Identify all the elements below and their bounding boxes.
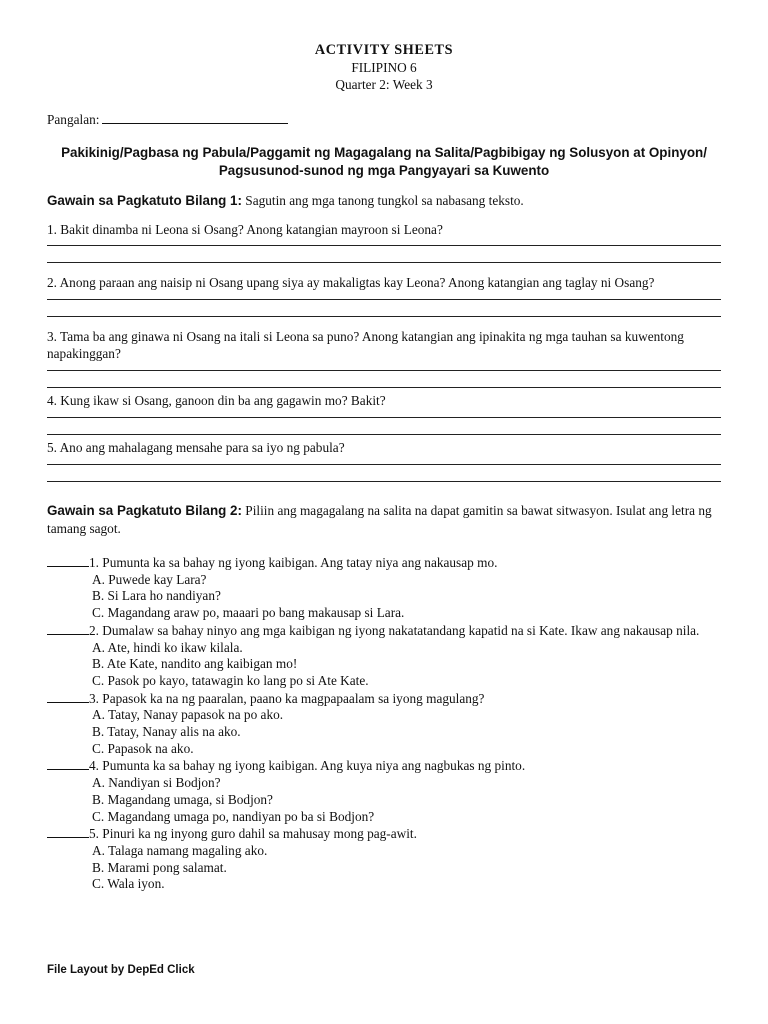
multiple-choice-item bbox=[47, 554, 721, 622]
item-text: 5. Pinuri ka ng inyong guro dahil sa mahusay mong pag-awit. bbox=[89, 826, 417, 842]
answer-blank[interactable] bbox=[47, 825, 89, 838]
choice-a: A. Ate, hindi ko ikaw kilala. bbox=[92, 639, 243, 655]
choice-c: C. Magandang umaga po, nandiyan po ba si Bodjon? bbox=[92, 808, 375, 824]
activity2-heading bbox=[47, 502, 721, 538]
multiple-choice-item bbox=[47, 690, 721, 758]
topic-heading bbox=[47, 144, 721, 180]
answer-line[interactable] bbox=[47, 465, 721, 482]
name-label: Pangalan: bbox=[47, 112, 100, 127]
choice-a: A. Talaga namang magaling ako. bbox=[92, 842, 268, 858]
choice-a: A. Nandiyan si Bodjon? bbox=[92, 775, 221, 791]
answer-blank[interactable] bbox=[47, 554, 89, 567]
choice-b: B. Magandang umaga, si Bodjon? bbox=[92, 791, 273, 807]
activity-sheet bbox=[47, 42, 721, 893]
item-text: 1. Pumunta ka sa bahay ng iyong kaibigan. Ang tatay niya ang nakausap mo. bbox=[89, 555, 498, 570]
choice-c: C. Pasok po kayo, tatawagin ko lang po si Ate Kate. bbox=[92, 672, 369, 688]
choice-a: A. Puwede kay Lara? bbox=[92, 571, 207, 587]
multiple-choice-item bbox=[47, 622, 721, 690]
choice-b: B. Si Lara ho nandiyan? bbox=[92, 588, 221, 604]
answer-line[interactable] bbox=[47, 246, 721, 263]
activity1-heading bbox=[47, 192, 721, 210]
multiple-choice-item bbox=[47, 825, 721, 893]
choice-c: C. Papasok na ako. bbox=[92, 740, 194, 756]
choice-c: C. Magandang araw po, maaari po bang makausap si Lara. bbox=[92, 605, 405, 621]
choice-b: B. Tatay, Nanay alis na ako. bbox=[92, 724, 241, 740]
answer-blank[interactable] bbox=[47, 622, 89, 635]
question-text: 5. Ano ang mahalagang mensahe para sa iyo ng pabula? bbox=[47, 440, 345, 455]
sheet-title: ACTIVITY SHEETS bbox=[314, 42, 454, 58]
name-blank[interactable] bbox=[102, 110, 288, 124]
activity2-items bbox=[47, 554, 721, 893]
question-text: 4. Kung ikaw si Osang, ganoon din ba ang gagawin mo? Bakit? bbox=[47, 393, 386, 408]
topic-line-1: Pakikinig/Pagbasa ng Pabula/Paggamit ng Magagalang na Salita/Pagbibigay ng Solusyon at Opinyon/ bbox=[61, 145, 707, 160]
sheet-subject: FILIPINO 6 bbox=[351, 60, 417, 75]
topic-line-2: Pagsusunod-sunod ng mga Pangyayari sa Kuwento bbox=[218, 163, 550, 178]
item-text: 2. Dumalaw sa bahay ninyo ang mga kaibigan ng iyong nakatatandang kapatid na si Kate. Ikaw ang nakausap nila. bbox=[89, 622, 700, 638]
item-text: 3. Papasok ka na ng paaralan, paano ka magpapaalam sa iyong magulang? bbox=[89, 690, 485, 706]
activity1-questions bbox=[47, 221, 721, 482]
sheet-period: Quarter 2: Week 3 bbox=[335, 77, 433, 92]
multiple-choice-item bbox=[47, 757, 721, 825]
choice-b: B. Ate Kate, nandito ang kaibigan mo! bbox=[92, 656, 298, 672]
question-block bbox=[47, 221, 721, 263]
sheet-header bbox=[47, 42, 721, 93]
answer-line[interactable] bbox=[47, 371, 721, 388]
footer-credit: File Layout by DepEd Click bbox=[47, 964, 195, 976]
answer-line[interactable] bbox=[47, 291, 721, 300]
question-text: 2. Anong paraan ang naisip ni Osang upang siya ay makaligtas kay Leona? Anong katangian ang taglay ni Osang? bbox=[47, 275, 655, 290]
choice-a: A. Tatay, Nanay papasok na po ako. bbox=[92, 707, 284, 723]
question-block bbox=[47, 392, 721, 435]
activity2-instruction: Piliin ang magagalang na salita na dapat gamitin sa bawat sitwasyon. Isulat ang letra ng tamang sagot. bbox=[47, 503, 712, 536]
answer-line[interactable] bbox=[47, 238, 721, 246]
question-block bbox=[47, 328, 721, 388]
activity1-label: Gawain sa Pagkatuto Bilang 1: bbox=[47, 193, 242, 208]
choice-b: B. Marami pong salamat. bbox=[92, 859, 227, 875]
question-text: 3. Tama ba ang ginawa ni Osang na itali si Leona sa puno? Anong katangian ang ipinakita ng mga tauhan sa kuwentong napakinggan? bbox=[47, 329, 684, 361]
choice-c: C. Wala iyon. bbox=[92, 876, 165, 892]
question-block bbox=[47, 274, 721, 317]
answer-line[interactable] bbox=[47, 300, 721, 317]
question-text: 1. Bakit dinamba ni Leona si Osang? Anong katangian mayroon si Leona? bbox=[47, 222, 443, 237]
name-row bbox=[47, 110, 721, 128]
answer-line[interactable] bbox=[47, 456, 721, 465]
answer-blank[interactable] bbox=[47, 690, 89, 703]
answer-line[interactable] bbox=[47, 409, 721, 418]
question-block bbox=[47, 439, 721, 482]
item-text: 4. Pumunta ka sa bahay ng iyong kaibigan. Ang kuya niya ang nagbukas ng pinto. bbox=[89, 758, 526, 774]
answer-line[interactable] bbox=[47, 418, 721, 435]
activity1-instruction: Sagutin ang mga tanong tungkol sa nabasang teksto. bbox=[245, 193, 524, 208]
answer-line[interactable] bbox=[47, 362, 721, 371]
activity2-label: Gawain sa Pagkatuto Bilang 2: bbox=[47, 503, 242, 518]
answer-blank[interactable] bbox=[47, 757, 89, 770]
